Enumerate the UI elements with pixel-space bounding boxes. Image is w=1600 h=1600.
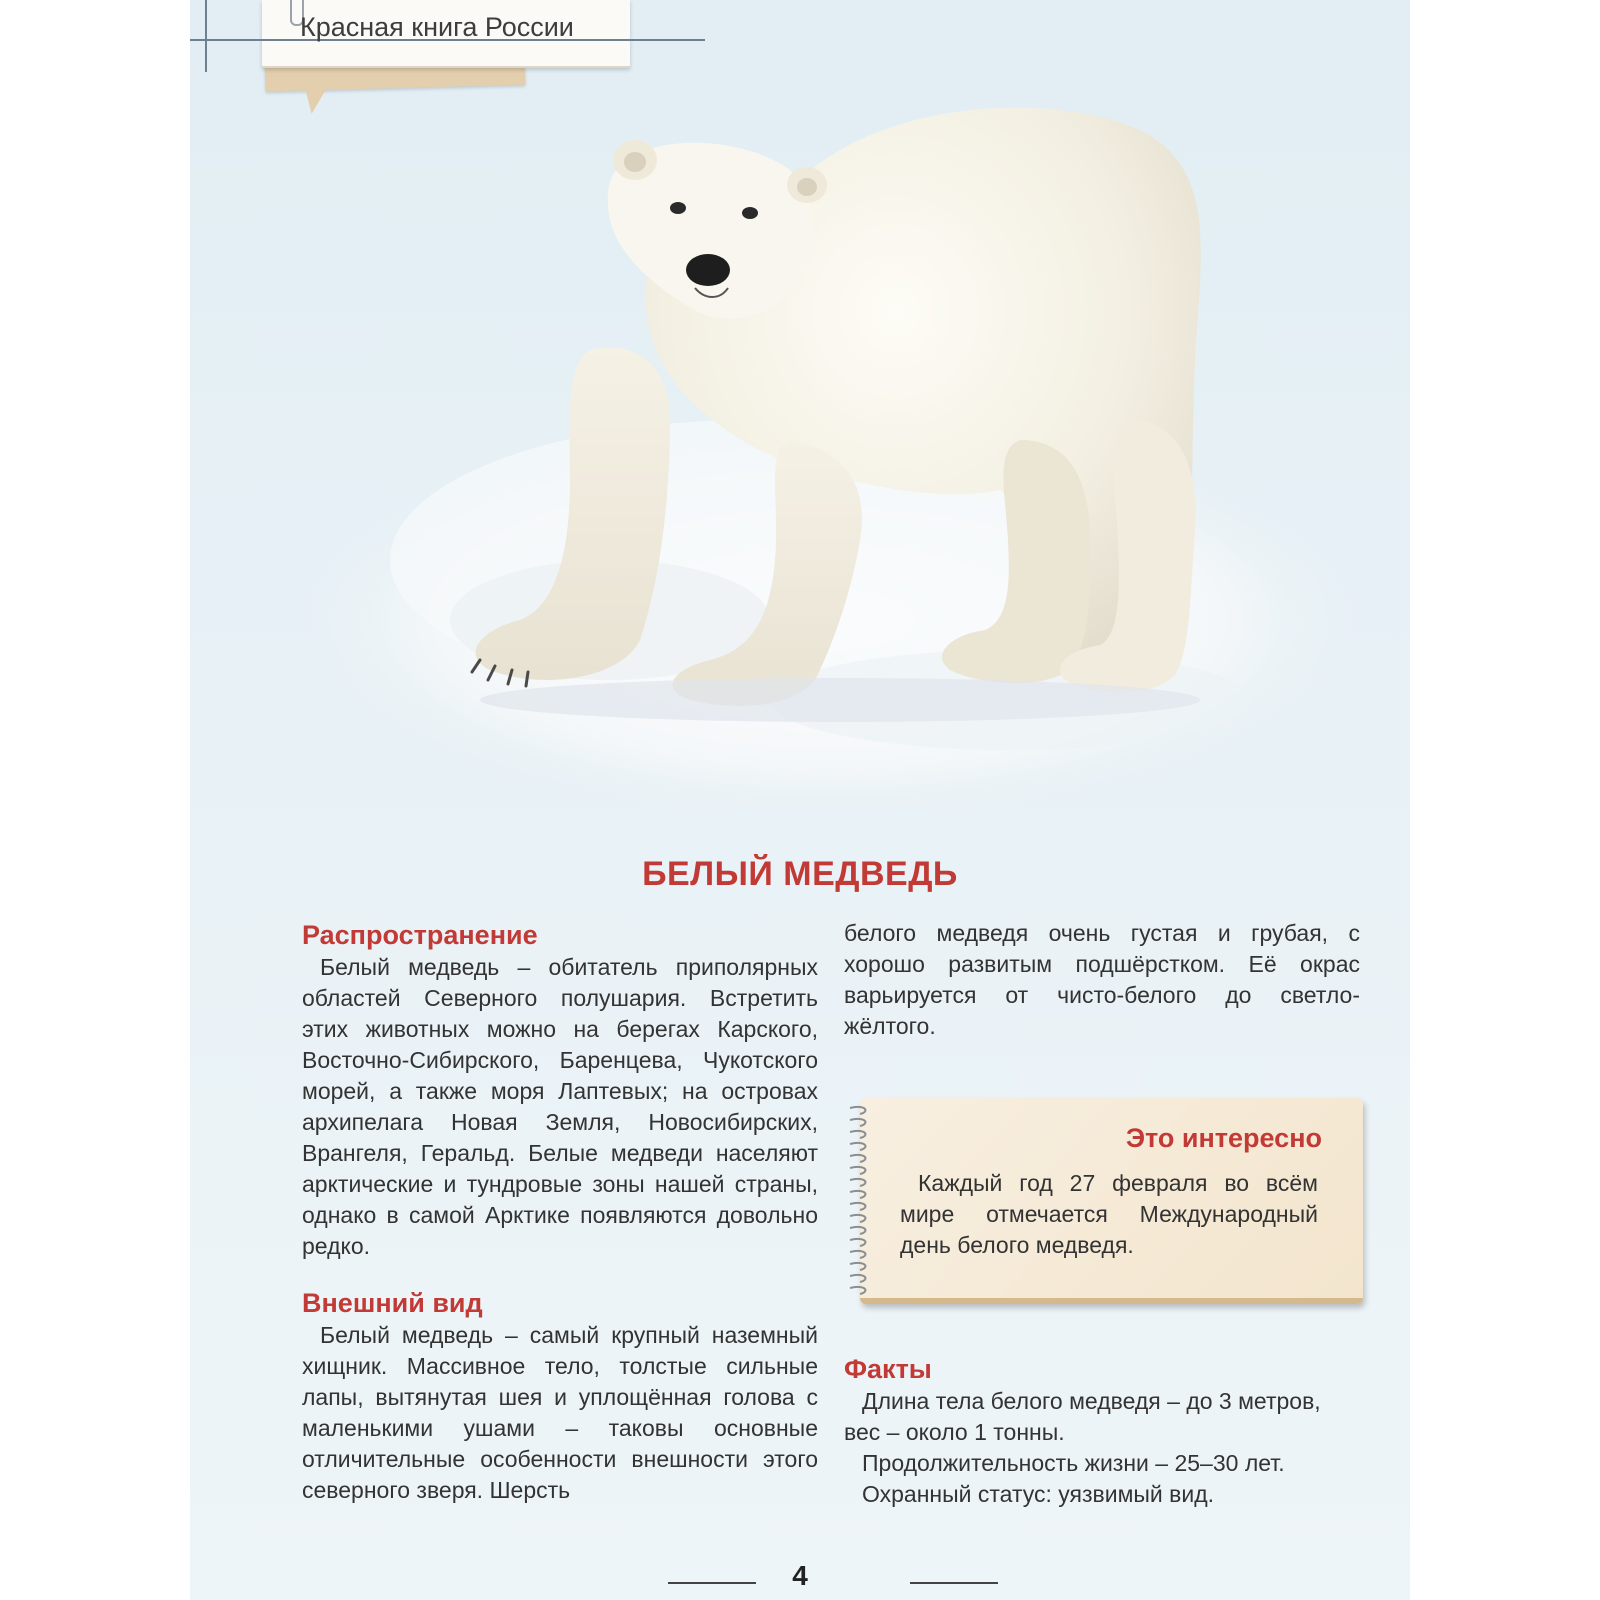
fact-length: Длина тела белого медведя – до 3 метров, xyxy=(862,1388,1321,1414)
appearance-text-left: Белый медведь – самый крупный наземный хищник. Массивное тело, толстые сильные лапы, вытянутая шея и уплощённая голова с маленькими ушами – таковы основные отличительные особенности внешности этого северного зверя. Шерсть xyxy=(302,1322,818,1503)
book-title: Красная книга России xyxy=(300,12,574,42)
page-number-rule-right xyxy=(910,1582,998,1584)
header-paper-tail xyxy=(298,78,330,116)
header-vertical-rule xyxy=(205,0,207,72)
fact-weight: вес – около 1 тонны. xyxy=(844,1419,1065,1445)
article-title: БЕЛЫЙ МЕДВЕДЬ xyxy=(642,855,958,893)
fact-status: Охранный статус: уязвимый вид. xyxy=(862,1481,1215,1507)
facts-heading: Факты xyxy=(844,1354,932,1384)
interesting-heading: Это интересно xyxy=(1125,1123,1322,1153)
notebook-spiral-icon xyxy=(846,1102,872,1298)
fact-lifespan: Продолжительность жизни – 25–30 лет. xyxy=(862,1450,1285,1476)
polar-bear-photo xyxy=(190,60,1410,820)
appearance-heading: Внешний вид xyxy=(302,1288,483,1318)
page-number: 4 xyxy=(792,1560,808,1591)
distribution-heading: Распространение xyxy=(302,920,538,950)
left-column xyxy=(302,918,818,1506)
appearance-text-right: белого медведя очень густая и грубая, с хорошо развитым подшёрстком. Её окрас варьируется от чисто-белого до светло-жёлтого. xyxy=(844,920,1360,1039)
distribution-text: Белый медведь – обитатель приполярных областей Северного полушария. Встретить этих животных можно на берегах Карского, Восточно-Сибирского, Баренцева, Чукотского морей, а также моря Лаптевых; на островах архипелага Новая Земля, Новосибирских, Врангеля, Геральд. Белые медведи населяют арктические и тундровые зоны нашей страны, однако в самой Арктике появляются довольно редко. xyxy=(302,954,818,1259)
facts-section xyxy=(844,1352,1364,1510)
interesting-text: Каждый год 27 февраля во всём мире отмечается Международный день белого медведя. xyxy=(900,1170,1318,1258)
right-column xyxy=(844,918,1360,1042)
